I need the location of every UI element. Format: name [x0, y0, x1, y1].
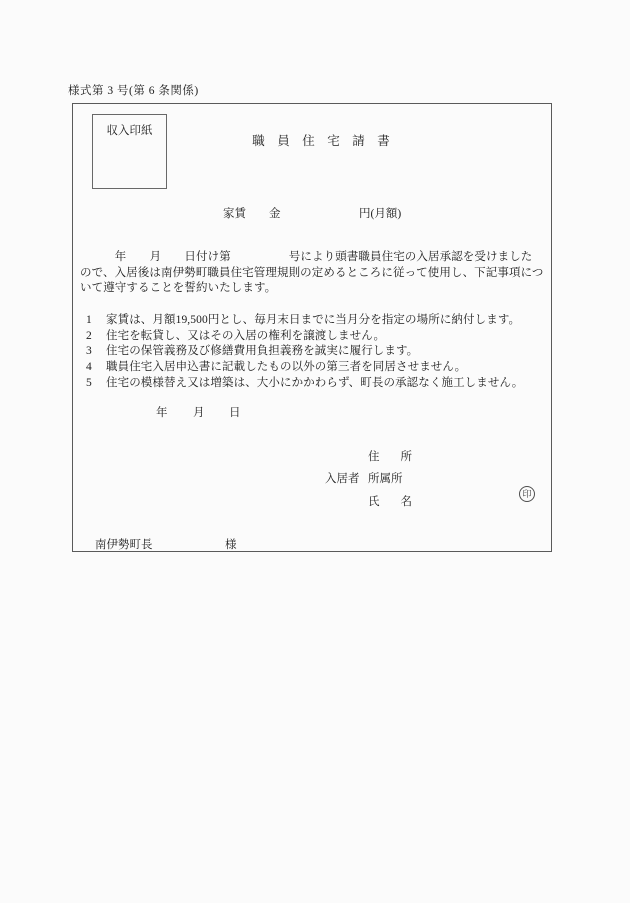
terms-list	[80, 313, 548, 392]
term-number: 3	[86, 345, 92, 358]
term-text: 住宅の保管義務及び修繕費用負担義務を誠実に履行します。	[106, 345, 419, 358]
term-item	[80, 376, 548, 392]
paragraph-line: いて遵守することを誓約いたします。	[80, 282, 277, 295]
seal-icon: 印	[519, 486, 535, 502]
opening-paragraph	[80, 250, 548, 297]
revenue-stamp-label: 収入印紙	[106, 125, 153, 137]
revenue-stamp-box	[92, 114, 167, 189]
tenant-label: 入居者	[325, 473, 360, 485]
term-text: 住宅の模様替え又は増築は、大小にかかわらず、町長の承認なく施工しません。	[106, 376, 524, 389]
document-frame	[72, 103, 552, 552]
name-label	[368, 493, 412, 509]
address-label-text: 住 所	[368, 451, 412, 463]
year-label: 年	[156, 407, 168, 419]
term-number: 1	[86, 314, 92, 326]
term-item	[80, 313, 548, 329]
name-label-text: 氏 名	[368, 496, 412, 508]
month-label: 月	[193, 407, 205, 419]
rent-label: 家賃	[223, 208, 246, 220]
paragraph-line: 年 月 日付け第 号により頭書職員住宅の入居承認を受けました	[80, 251, 533, 263]
document-title: 職 員 住 宅 請 書	[252, 134, 390, 148]
day-label: 日	[229, 407, 241, 419]
term-number: 5	[86, 376, 92, 389]
term-item	[80, 360, 548, 376]
affiliation-label: 所属所	[368, 473, 403, 485]
address-label	[368, 448, 412, 464]
paragraph-line: ので、入居後は南伊勢町職員住宅管理規則の定めるところに従って使用し、下記事項につ	[80, 266, 544, 279]
addressee-title: 南伊勢町長	[95, 539, 153, 551]
addressee-honorific: 様	[225, 539, 237, 551]
term-text: 住宅を転貸し、又はその入居の権利を譲渡しません。	[106, 329, 386, 342]
rent-unit-label: 円(月額)	[359, 208, 402, 220]
term-number: 2	[86, 329, 92, 342]
form-number-label: 様式第 3 号(第 6 条関係)	[68, 85, 199, 97]
term-text: 職員住宅入居申込書に記載したもの以外の第三者を同居させません。	[106, 361, 467, 374]
term-text: 家賃は、月額19,500円とし、毎月末日までに当月分を指定の場所に納付します。	[106, 314, 521, 326]
rent-amount-prefix: 金	[269, 208, 281, 220]
term-item	[80, 344, 548, 360]
term-item	[80, 329, 548, 345]
term-number: 4	[86, 361, 92, 374]
